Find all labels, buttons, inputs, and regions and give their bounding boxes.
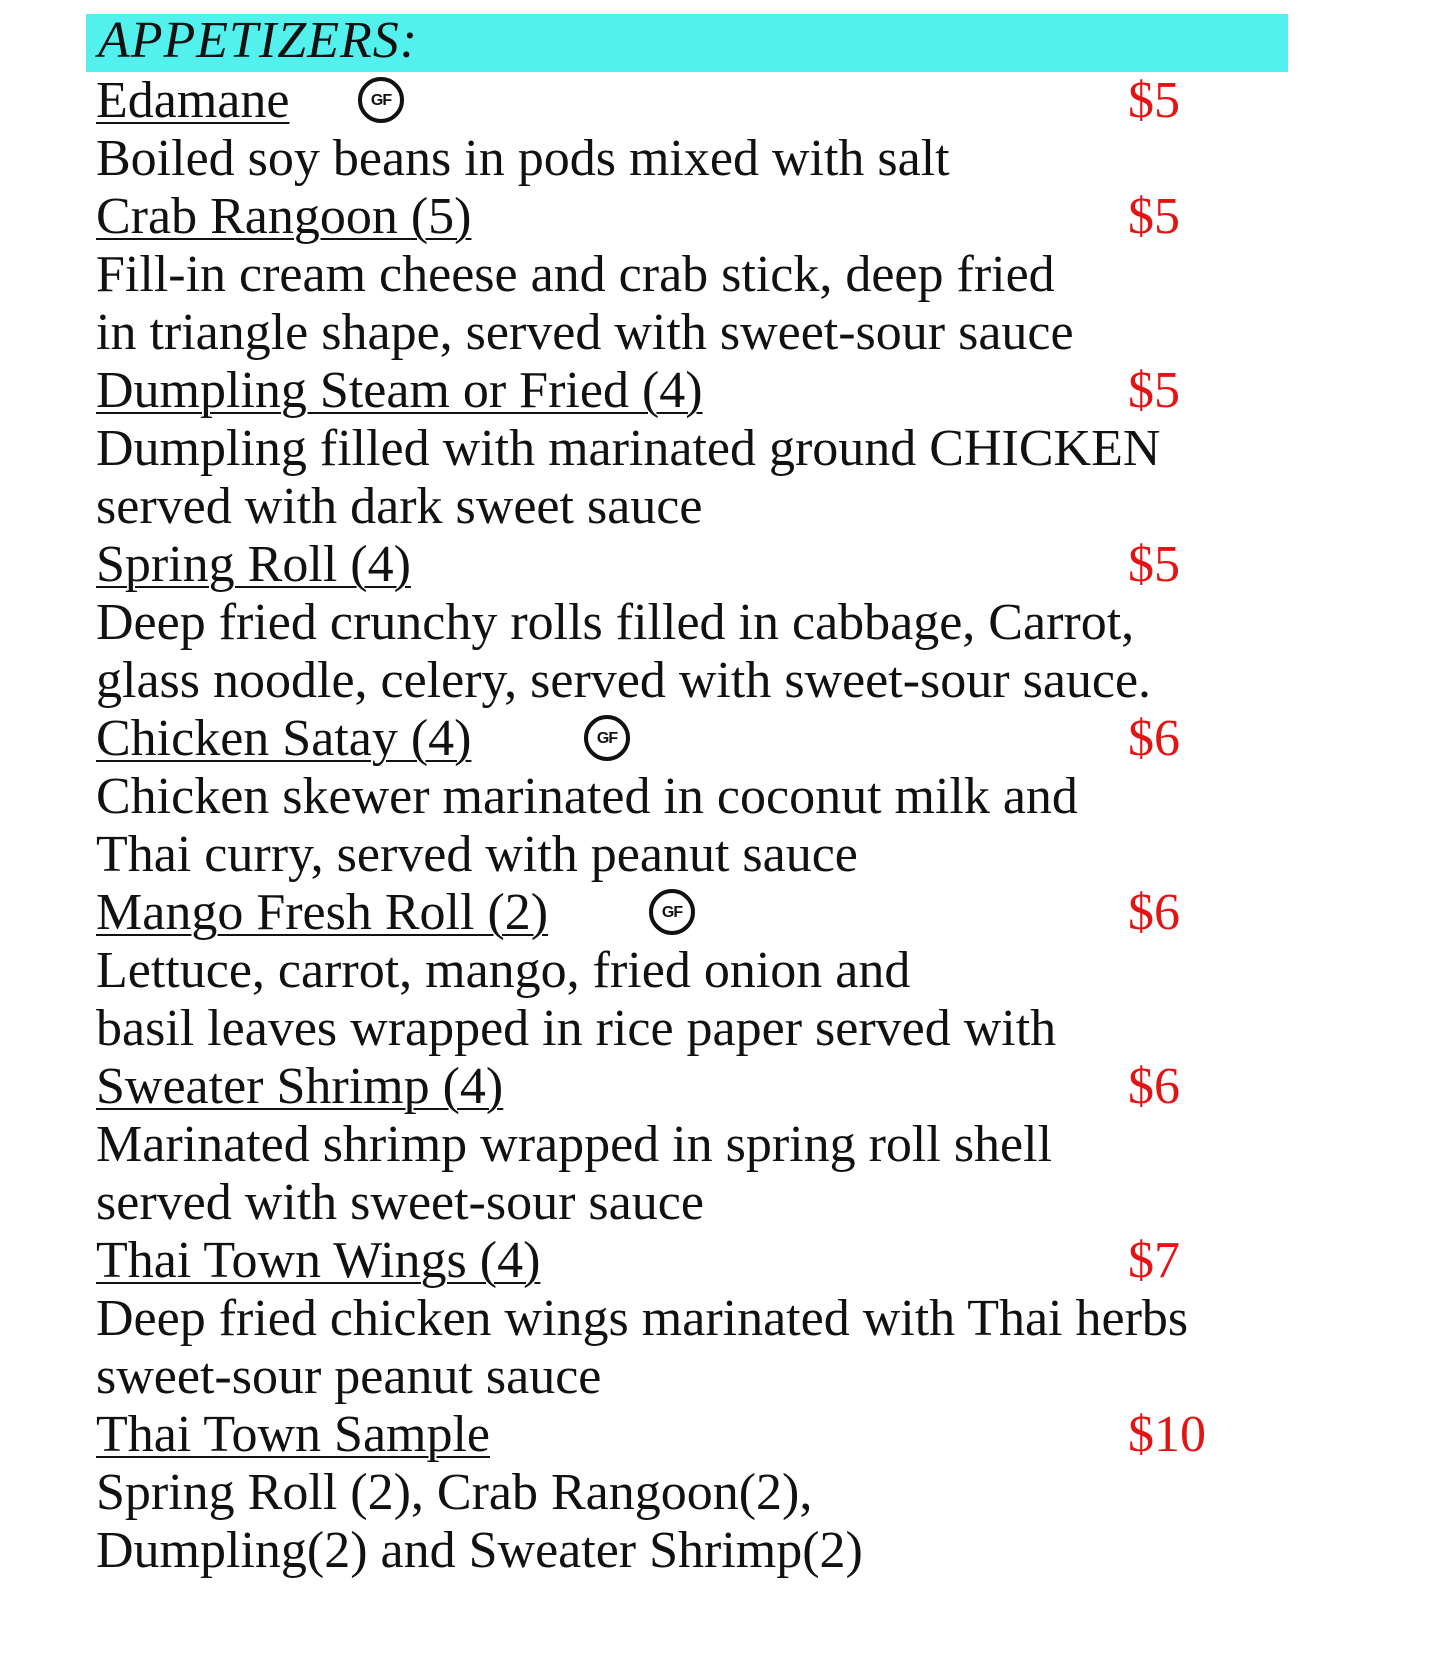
item-head (96, 1232, 1346, 1290)
gluten-free-icon: GF (358, 77, 404, 123)
item-description-line: Thai curry, served with peanut sauce (96, 826, 858, 883)
item-head (96, 884, 1346, 942)
item-head (96, 536, 1346, 594)
item-description (96, 130, 1346, 188)
item-head (96, 72, 1346, 130)
item-description-line: Lettuce, carrot, mango, fried onion and (96, 942, 911, 999)
item-description-line: Spring Roll (2), Crab Rangoon(2), (96, 1464, 813, 1521)
menu-item-spring-roll (96, 536, 1346, 710)
item-description (96, 1116, 1346, 1232)
item-head (96, 1406, 1346, 1464)
item-description-line: Chicken skewer marinated in coconut milk and (96, 768, 1078, 825)
item-price: $6 (1128, 1058, 1180, 1115)
menu-item-edamane (96, 72, 1346, 188)
menu-item-dumpling (96, 362, 1346, 536)
item-description-line: Dumpling filled with marinated ground CHICKEN (96, 420, 1161, 477)
item-price: $6 (1128, 710, 1180, 767)
item-description-line: served with dark sweet sauce (96, 478, 703, 535)
item-head (96, 1058, 1346, 1116)
item-price: $10 (1128, 1406, 1206, 1463)
item-name: Edamane (96, 72, 290, 129)
item-name: Thai Town Sample (96, 1406, 491, 1463)
item-description-line: Boiled soy beans in pods mixed with salt (96, 130, 950, 187)
item-name: Dumpling Steam or Fried (4) (96, 362, 703, 419)
item-name: Spring Roll (4) (96, 536, 411, 593)
item-description-line: Deep fried crunchy rolls filled in cabbage, Carrot, (96, 594, 1135, 651)
menu-item-crab-rangoon (96, 188, 1346, 362)
section-header (86, 14, 1288, 72)
item-price: $5 (1128, 536, 1180, 593)
menu-item-sweater-shrimp (96, 1058, 1346, 1232)
menu-item-thai-town-sample (96, 1406, 1346, 1580)
item-price: $6 (1128, 884, 1180, 941)
item-description-line: sweet-sour peanut sauce (96, 1348, 602, 1405)
item-head (96, 188, 1346, 246)
menu-item-thai-town-wings (96, 1232, 1346, 1406)
menu-item-chicken-satay (96, 710, 1346, 884)
item-description (96, 420, 1346, 536)
item-description-line: glass noodle, celery, served with sweet-sour sauce. (96, 652, 1152, 709)
item-price: $5 (1128, 188, 1180, 245)
item-description-line: Deep fried chicken wings marinated with Thai herbs (96, 1290, 1189, 1347)
item-name: Mango Fresh Roll (2) (96, 884, 549, 941)
item-description (96, 1464, 1346, 1580)
item-description (96, 768, 1346, 884)
item-description-line: in triangle shape, served with sweet-sour sauce (96, 304, 1074, 361)
gluten-free-icon: GF (584, 715, 630, 761)
item-description-line: Dumpling(2) and Sweater Shrimp(2) (96, 1522, 863, 1579)
item-price: $5 (1128, 72, 1180, 129)
item-head (96, 710, 1346, 768)
item-description (96, 942, 1346, 1058)
item-name: Chicken Satay (4) (96, 710, 472, 767)
item-description (96, 246, 1346, 362)
item-description-line: basil leaves wrapped in rice paper served with (96, 1000, 1057, 1057)
item-description-line: Fill-in cream cheese and crab stick, deep fried (96, 246, 1055, 303)
section-title: APPETIZERS: (98, 12, 419, 69)
item-description (96, 1290, 1346, 1406)
menu-list (96, 72, 1346, 1580)
menu-item-mango-fresh-roll (96, 884, 1346, 1058)
gluten-free-icon: GF (649, 889, 695, 935)
item-description (96, 594, 1346, 710)
item-name: Thai Town Wings (4) (96, 1232, 541, 1289)
item-price: $7 (1128, 1232, 1180, 1289)
item-price: $5 (1128, 362, 1180, 419)
item-head (96, 362, 1346, 420)
item-description-line: served with sweet-sour sauce (96, 1174, 704, 1231)
item-name: Crab Rangoon (5) (96, 188, 472, 245)
item-name: Sweater Shrimp (4) (96, 1058, 504, 1115)
item-description-line: Marinated shrimp wrapped in spring roll shell (96, 1116, 1053, 1173)
